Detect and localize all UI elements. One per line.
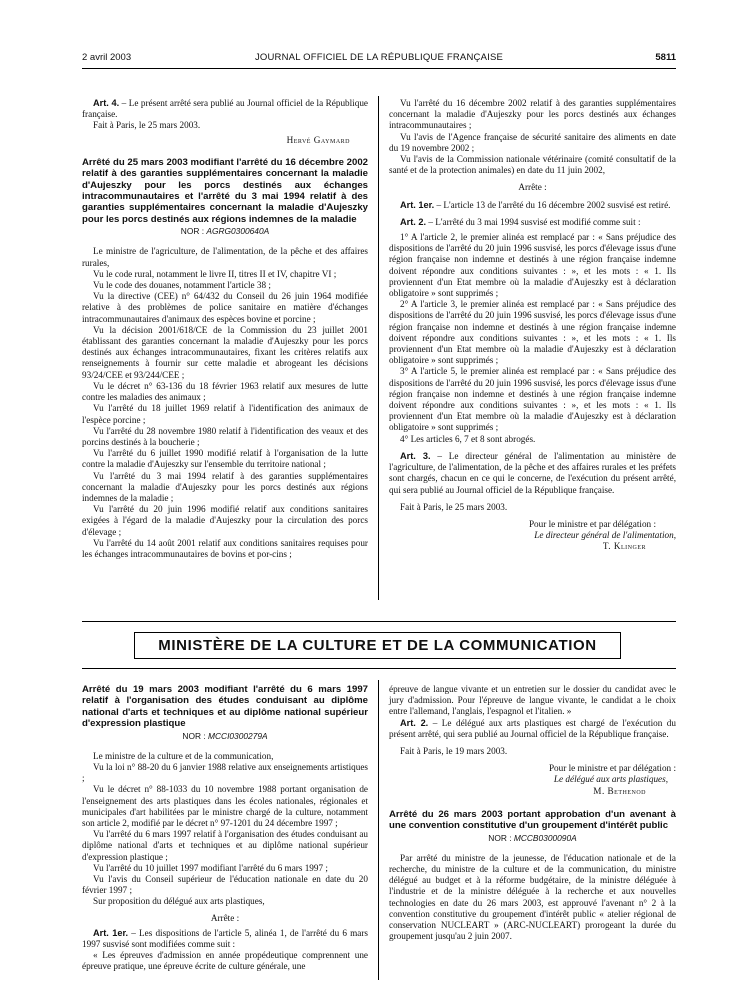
art2-paragraph <box>389 217 676 228</box>
nor-label: NOR : <box>488 832 514 843</box>
paragraph: Vu l'arrêté du 18 juillet 1969 relatif à l'identification des animaux de l'espèce porcine ; <box>82 403 368 425</box>
bottom-right-column <box>389 684 676 942</box>
art1-text: – Les dispositions de l'article 5, alinéa 1, de l'arrêté du 6 mars 1997 susvisé sont modifiées comme suit : <box>82 927 369 950</box>
delegation-line: Pour le ministre et par délégation : <box>528 518 656 529</box>
bottom-left-column <box>82 684 368 973</box>
arrete-heading: Arrête : <box>210 912 240 923</box>
art1-paragraph <box>389 200 676 211</box>
quote-paragraph: « Les épreuves d'admission en année propédeutique comprennent une épreuve pratique, une épreuve écrite de culture générale, une <box>82 950 368 972</box>
art4-text: – Le présent arrêté sera publié au Journal officiel de la République française. <box>82 98 368 120</box>
signer-role: Le directeur général de l'alimentation, <box>534 530 676 541</box>
paragraph: Vu l'arrêté du 6 mars 1997 relatif à l'organisation des études conduisant au diplôme national d'arts et techniques et au diplôme national supérieur d'expression plastique ; <box>82 829 368 862</box>
banner-top-rule <box>82 621 676 622</box>
paragraph: Vu l'arrêté du 3 mai 1994 relatif à des garanties supplémentaires concernant la maladie d'Aujeszky pour les porcs destinés aux régions indemnes de la maladie ; <box>82 470 368 503</box>
nor-line <box>389 833 676 844</box>
list-item: 2° A l'article 3, le premier alinéa est remplacé par : « Sans préjudice des dispositions de l'arrêté du 20 juin 1996 susvisé, les porcs d'élevage issus d'une région française non indemne et destinés à une région française indemne doivent répondre aux conditions suivantes : », et les mots : « 1. Ils proviennent d'un Etat membre où la maladie d'Aujeszky est à déclaration obligatoire » sont supprimés ; <box>389 299 676 366</box>
fait-line: Fait à Paris, le 25 mars 2003. <box>93 120 201 131</box>
nor-label: NOR : <box>180 226 207 237</box>
art2-label: Art. 2. <box>400 216 427 227</box>
paragraph: Vu l'avis de l'Agence française de sécurité sanitaire des aliments en date du 19 novembre 2002 ; <box>389 131 676 153</box>
page-header <box>82 52 676 66</box>
top-left-column <box>82 98 368 560</box>
list-item: 4° Les articles 6, 7 et 8 sont abrogés. <box>400 433 536 444</box>
paragraph: Vu l'arrêté du 10 juillet 1997 modifiant l'arrêté du 6 mars 1997 ; <box>93 862 328 873</box>
nor-line <box>82 731 368 742</box>
art3-paragraph <box>389 451 676 496</box>
journal-title: JOURNAL OFFICIEL DE LA RÉPUBLIQUE FRANÇAISE <box>254 52 504 63</box>
signer: T. Klinger <box>602 541 646 552</box>
art2-text: – L'arrêté du 3 mai 1994 susvisé est modifié comme suit : <box>426 216 641 227</box>
nor-line <box>82 226 368 237</box>
delegation-line: Pour le ministre et par délégation : <box>548 763 676 774</box>
paragraph: Vu l'arrêté du 28 novembre 1980 relatif à l'identification des veaux et des porcins destinés à la boucherie ; <box>82 425 368 447</box>
paragraph: Vu la décision 2001/618/CE de la Commission du 23 juillet 2001 établissant des garanties concernant la maladie d'Aujeszky pour les porcs destinés aux échanges intracommunautaires, fixant les critères relatifs aux renseignements à fournir sur cette maladie et abrogeant les décisions 93/24/CEE et 93/244/CEE ; <box>82 324 368 380</box>
art2-text: – Le délégué aux arts plastiques est chargé de l'exécution du présent arrêté, qui sera publié au Journal officiel de la République française. <box>389 717 676 739</box>
decree-title: Arrêté du 19 mars 2003 modifiant l'arrêté du 6 mars 1997 relatif à l'organisation des études conduisant au diplôme national d'arts et techniques et au diplôme national supérieur d'expression plastique <box>82 684 368 730</box>
banner-bottom-rule <box>82 668 676 669</box>
art3-label: Art. 3. <box>400 450 431 461</box>
art1-text: – L'article 13 de l'arrêté du 16 décembre 2002 susvisé est retiré. <box>434 199 671 210</box>
paragraph: Vu l'avis du Conseil supérieur de l'éducation nationale en date du 20 février 1997 ; <box>82 874 368 896</box>
arrete-heading: Arrête : <box>518 182 547 193</box>
art1-label: Art. 1er. <box>93 927 129 938</box>
paragraph: Vu le décret n° 63-136 du 18 février 1963 relatif aux mesures de lutte contre les maladies des animaux ; <box>82 380 368 403</box>
top-right-column <box>389 98 676 553</box>
paragraph: Le ministre de l'agriculture, de l'alimentation, de la pêche et des affaires rurales, <box>82 246 368 268</box>
paragraph: Vu l'arrêté du 20 juin 1996 modifié relatif aux conditions sanitaires exigées à l'égard de la maladie d'Aujeszky pour la circulation des porcs d'élevage ; <box>82 504 368 537</box>
visas-list <box>82 246 368 560</box>
issue-date: 2 avril 2003 <box>82 52 132 63</box>
art2-label: Art. 2. <box>400 717 429 728</box>
paragraph: Vu le code des douanes, notamment l'article 38 ; <box>93 280 271 291</box>
art3-text: – Le directeur général de l'alimentation au ministère de l'agriculture, de l'alimentation, de la pêche et des affaires rurales et les préfets sont chargés, chacun en ce qui le concerne, de l'exécution du présent arrêté, qui sera publié au Journal officiel de la République française. <box>389 450 676 495</box>
nor-label: NOR : <box>182 730 208 741</box>
fait-line: Fait à Paris, le 25 mars 2003. <box>400 501 508 512</box>
nor-code: MCCI0300279A <box>208 730 268 741</box>
fait-line: Fait à Paris, le 19 mars 2003. <box>400 746 508 757</box>
header-rule <box>82 68 676 69</box>
art1-label: Art. 1er. <box>400 199 435 210</box>
column-separator <box>378 680 379 980</box>
nor-code: AGRG0300640A <box>206 226 270 237</box>
column-separator <box>378 96 379 600</box>
art1-paragraph <box>82 928 368 950</box>
paragraph: Vu l'arrêté du 14 août 2001 relatif aux conditions sanitaires requises pour les échanges intracommunautaires de bovins et por-cins ; <box>82 537 368 559</box>
decree-title: Arrêté du 26 mars 2003 portant approbation d'un avenant à une convention constitutive d'un groupement d'intérêt public <box>389 808 676 832</box>
art2-paragraph <box>389 718 676 740</box>
list-item: 3° A l'article 5, le premier alinéa est remplacé par : « Sans préjudice des dispositions de l'arrêté du 20 juin 1996 susvisé, les porcs d'élevage issus d'une région française non indemne et destinés à une région française indemne doivent répondre aux conditions suivantes : », et les mots : « 1. Ils proviennent d'un Etat membre où la maladie d'Aujeszky est à déclaration obligatoire » sont supprimés ; <box>389 366 676 433</box>
paragraph: Vu le décret n° 88-1033 du 10 novembre 1988 portant organisation de l'enseignement des arts plastiques dans les écoles nationales, régionales et municipales d'art habilitées par le ministre chargé de la culture, notamment son article 2, modifié par le décret n° 97-1201 du 24 décembre 1997 ; <box>82 784 368 829</box>
ministry-banner: MINISTÈRE DE LA CULTURE ET DE LA COMMUNICATION <box>134 632 621 659</box>
body-paragraph: Par arrêté du ministre de la jeunesse, de l'éducation nationale et de la recherche, du ministre de la culture et de la communication, du ministre délégué au budget et à la réforme budgétaire, de la ministre déléguée à l'industrie et de la ministre déléguée à la recherche et aux nouvelles technologies en date du 26 mars 2003, est approuvé l'avenant n° 2 à la convention constitutive du groupement d'intérêt public « atelier régional de conservation NUCLEART » (ARC-NUCLEART) prorogeant la durée du groupement jusqu'au 2 juin 2007. <box>389 852 676 942</box>
paragraph: Vu la loi n° 88-20 du 6 janvier 1988 relative aux enseignements artistiques ; <box>82 762 368 784</box>
page-number: 5811 <box>655 52 676 63</box>
nor-code: MCCB0300090A <box>513 832 577 843</box>
paragraph: Vu l'avis de la Commission nationale vétérinaire (comité consultatif de la santé et de la protection animales) en date du 11 juin 2002, <box>389 154 676 176</box>
paragraph: Vu l'arrêté du 6 juillet 1990 modifié relatif à l'organisation de la lutte contre la maladie d'Aujeszky sur l'ensemble du territoire national ; <box>82 448 368 470</box>
paragraph: Vu l'arrêté du 16 décembre 2002 relatif à des garanties supplémentaires concernant la maladie d'Aujeszky pour les porcs destinés aux échanges intracommunautaires ; <box>389 98 676 131</box>
paragraph: Vu la directive (CEE) n° 64/432 du Conseil du 26 juin 1964 modifiée relative à des problèmes de police sanitaire en matière d'échanges intracommunautaires d'animaux des espèces bovine et porcine ; <box>82 291 368 324</box>
paragraph: Vu le code rural, notamment le livre II, titres II et IV, chapitre VI ; <box>93 268 337 279</box>
paragraph: Le ministre de la culture et de la communication, <box>93 750 274 761</box>
signer: M. Bethenod <box>593 785 646 796</box>
signer-role: Le délégué aux arts plastiques, <box>553 774 668 785</box>
signer: Hervé Gaymard <box>286 134 350 145</box>
continuation-paragraph: épreuve de langue vivante et un entretien sur le dossier du candidat avec le jury d'admission. Pour l'épreuve de langue vivante, le candidat a le choix entre l'allemand, l'anglais, l'espagnol et l'italien. » <box>389 684 676 717</box>
art4-label: Art. 4. <box>93 98 120 108</box>
decree-title: Arrêté du 25 mars 2003 modifiant l'arrêté du 16 décembre 2002 relatif à des garanties supplémentaires concernant la maladie d'Aujeszky pour les porcs destinés aux échanges intracommunautaires et l'arrêté du 3 mai 1994 relatif à des garanties supplémentaires concernant la maladie d'Aujeszky pour les porcs destinés aux régions indemnes de la maladie <box>82 156 368 225</box>
list-item: 1° A l'article 2, le premier alinéa est remplacé par : « Sans préjudice des dispositions de l'arrêté du 20 juin 1996 susvisé, les porcs d'élevage issus d'une région française non indemne et destinés à une région française indemne doivent répondre aux conditions suivantes : », et les mots : « 1. Ils proviennent d'un Etat membre où la maladie d'Aujeszky est à déclaration obligatoire » sont supprimés ; <box>389 232 676 299</box>
paragraph: Sur proposition du délégué aux arts plastiques, <box>93 896 265 907</box>
art4-paragraph <box>82 98 368 120</box>
